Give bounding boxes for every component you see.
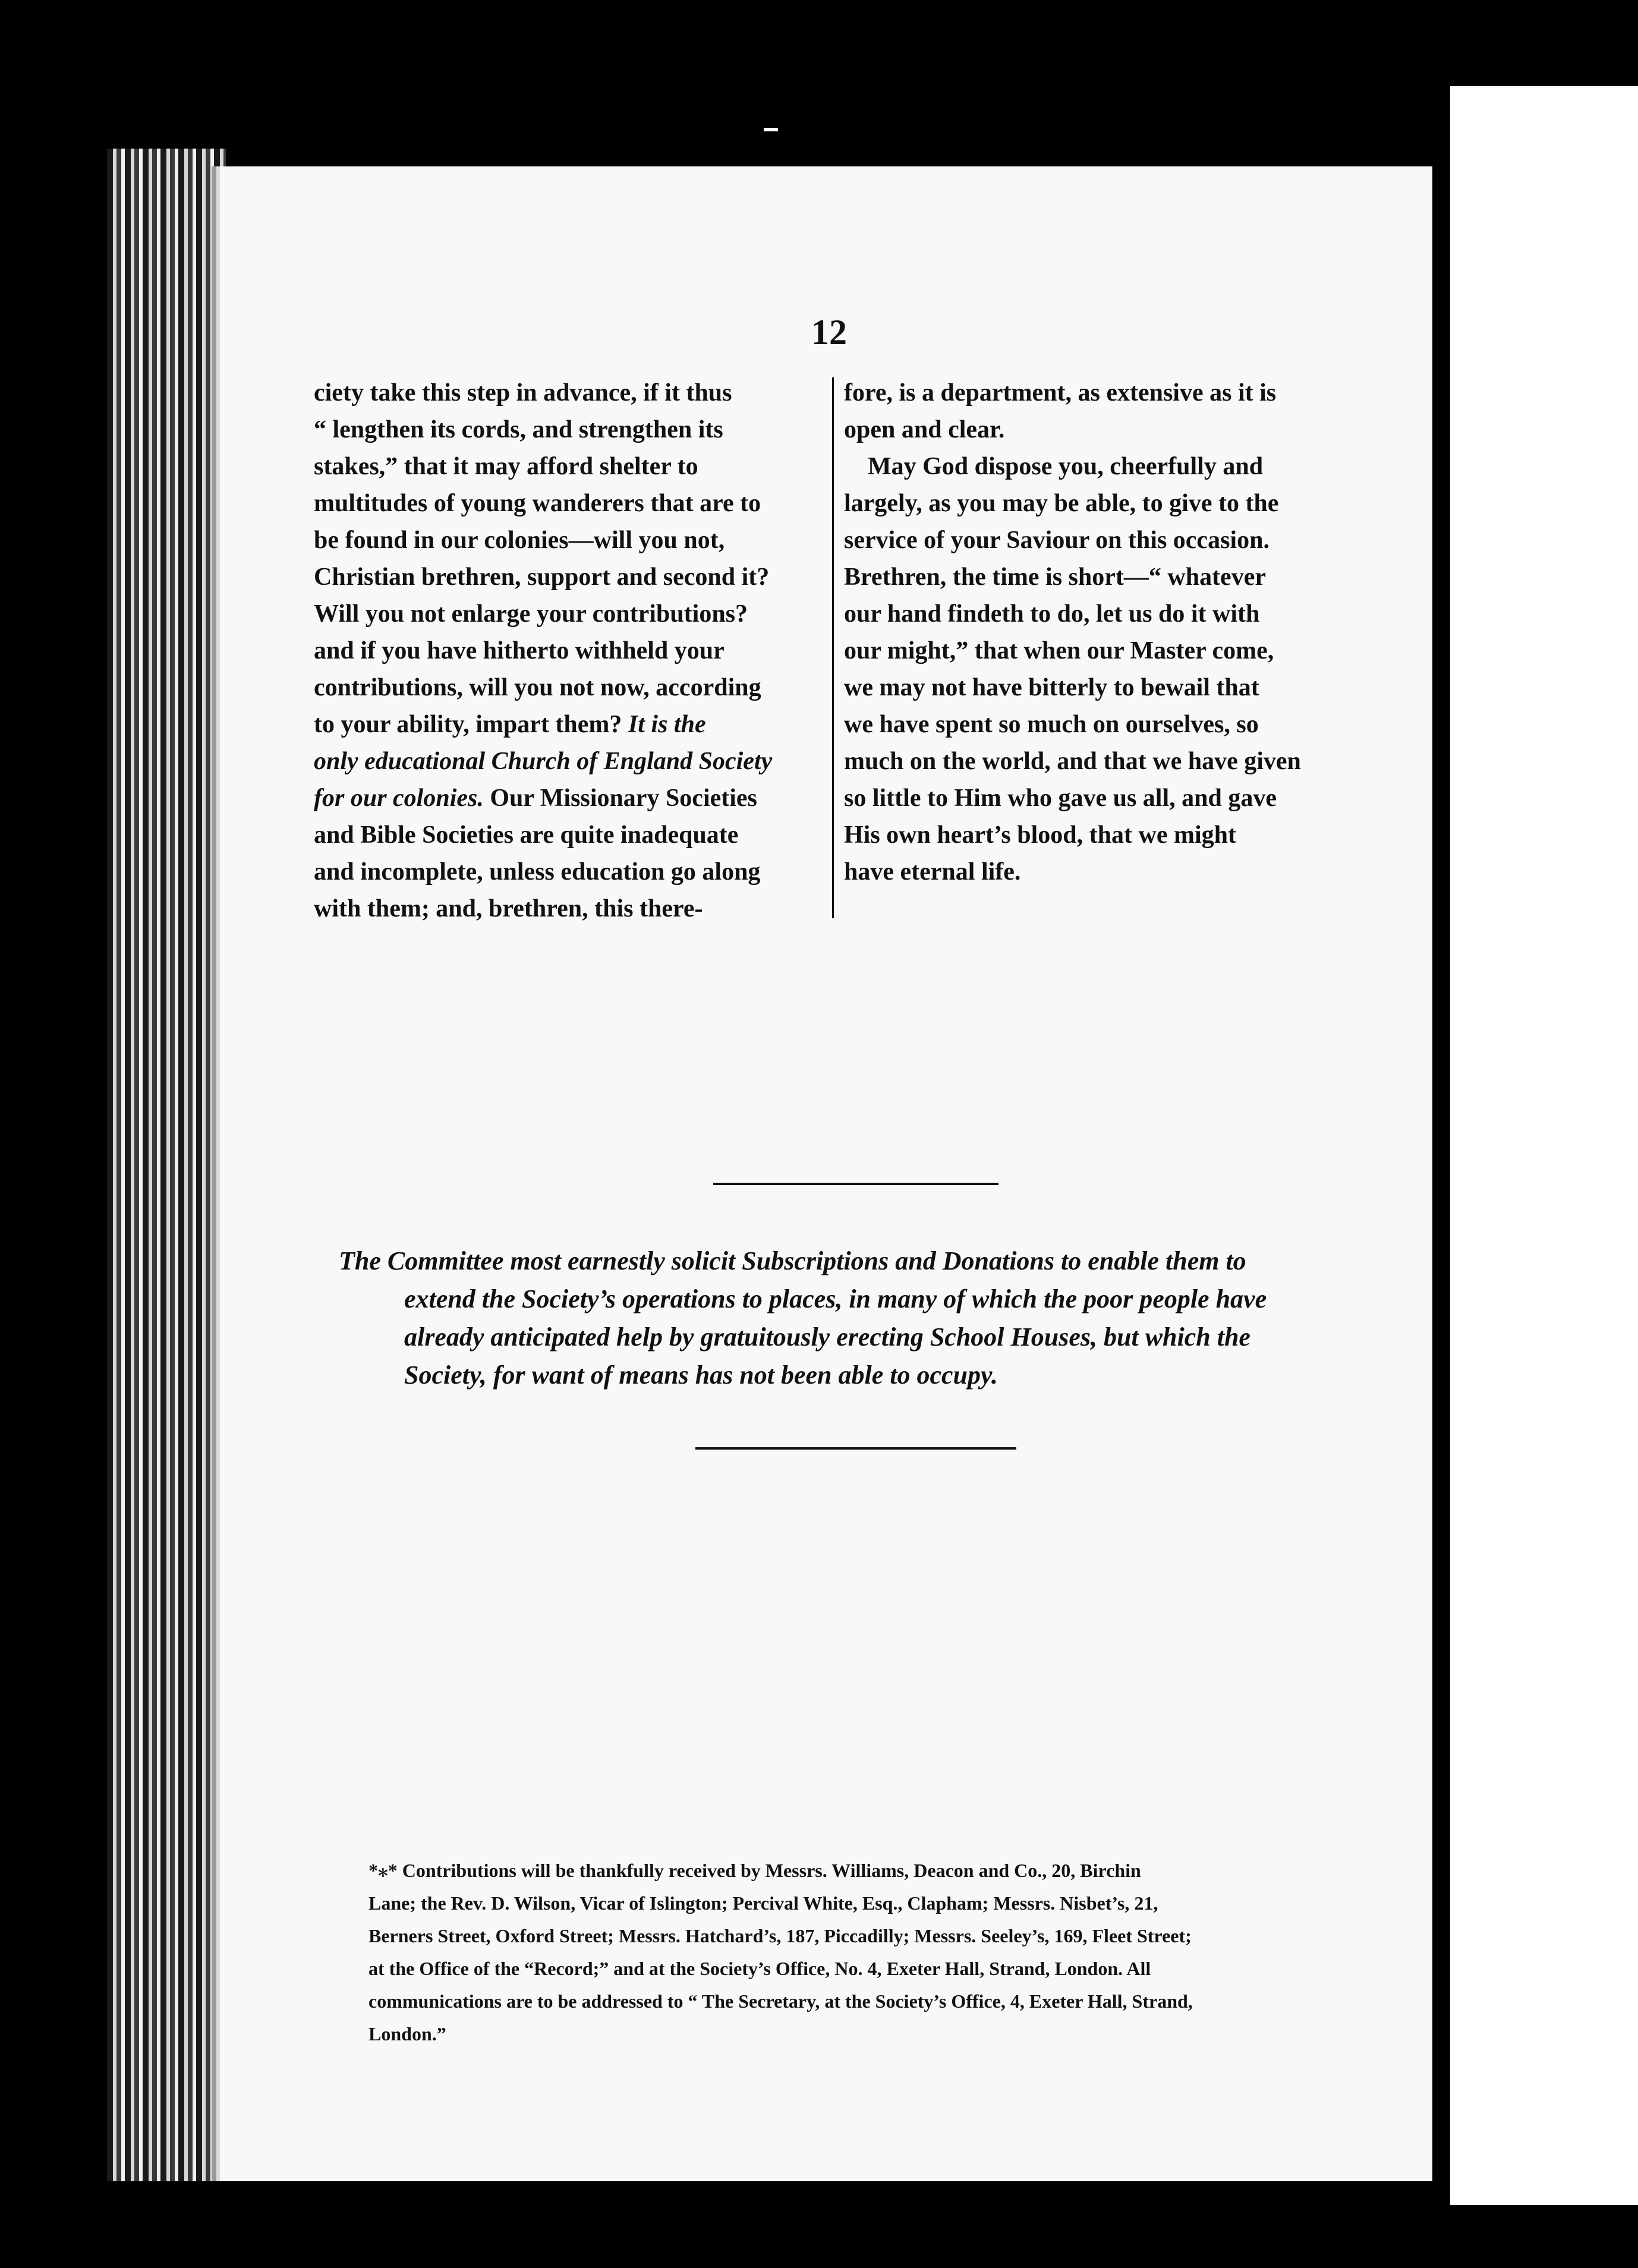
text-line: and if you have hitherto withheld your bbox=[314, 637, 724, 664]
text-line: and Bible Societies are quite inadequate bbox=[314, 821, 739, 849]
text-line: service of your Saviour on this occasion. bbox=[844, 527, 1270, 554]
page-number: 12 bbox=[811, 313, 847, 352]
text-line: Society, for want of means has not been able to occupy. bbox=[404, 1360, 998, 1390]
separator-rule bbox=[695, 1447, 1016, 1450]
text-line: His own heart’s blood, that we might bbox=[844, 821, 1236, 849]
text-line-italic: only educational Church of England Society bbox=[314, 748, 773, 775]
italic-segment: for our colonies. bbox=[314, 785, 484, 812]
text-line bbox=[314, 780, 825, 817]
text-line: open and clear. bbox=[844, 416, 1005, 443]
text-line: “ lengthen its cords, and strengthen its bbox=[314, 416, 723, 443]
scan-margin bbox=[1450, 86, 1638, 2205]
text-segment: to your ability, impart them? bbox=[314, 711, 622, 738]
scan-mark bbox=[764, 128, 778, 131]
text-line: May God dispose you, cheerfully and bbox=[868, 453, 1264, 480]
text-line: *⁎* Contributions will be thankfully received by Messrs. Williams, Deacon and Co., 20, Birchin bbox=[368, 1860, 1141, 1881]
text-line: our hand findeth to do, let us do it with bbox=[844, 600, 1260, 628]
text-line: multitudes of young wanderers that are to bbox=[314, 490, 761, 517]
text-line: communications are to be addressed to “ The Secretary, at the Society’s Office, 4, Exeter Hall, Strand, bbox=[368, 1990, 1193, 2012]
text-line bbox=[314, 706, 825, 743]
text-line: Berners Street, Oxford Street; Messrs. Hatchard’s, 187, Piccadilly; Messrs. Seeley’s, 169, Fleet Street; bbox=[368, 1925, 1192, 1946]
text-line: have eternal life. bbox=[844, 858, 1021, 886]
text-line: be found in our colonies—will you not, bbox=[314, 527, 725, 554]
appeal-paragraph bbox=[339, 1242, 1361, 1394]
italic-segment: It is the bbox=[628, 711, 706, 738]
text-line: Lane; the Rev. D. Wilson, Vicar of Islington; Percival White, Esq., Clapham; Messrs. Nisbet’s, 21, bbox=[368, 1892, 1158, 1914]
text-segment: Our Missionary Societies bbox=[490, 785, 757, 812]
text-line: we may not have bitterly to bewail that bbox=[844, 674, 1259, 701]
text-line: The Committee most earnestly solicit Subscriptions and Donations to enable them to bbox=[339, 1246, 1246, 1275]
text-line: Christian brethren, support and second it? bbox=[314, 563, 770, 591]
column-divider bbox=[832, 377, 834, 918]
text-line: so little to Him who gave us all, and gave bbox=[844, 785, 1277, 812]
text-line: Will you not enlarge your contributions? bbox=[314, 600, 748, 628]
text-line: at the Office of the “Record;” and at the Society’s Office, No. 4, Exeter Hall, Strand, London. All bbox=[368, 1958, 1151, 1979]
text-line: with them; and, brethren, this there- bbox=[314, 895, 703, 922]
text-line: ciety take this step in advance, if it thus bbox=[314, 379, 732, 407]
text-line: largely, as you may be able, to give to the bbox=[844, 490, 1279, 517]
left-column bbox=[314, 374, 825, 927]
text-line: much on the world, and that we have given bbox=[844, 748, 1301, 775]
right-column bbox=[844, 374, 1355, 890]
text-line: our might,” that when our Master come, bbox=[844, 637, 1274, 664]
text-line: extend the Society’s operations to places, in many of which the poor people have bbox=[404, 1284, 1267, 1313]
separator-rule bbox=[713, 1183, 998, 1185]
text-line: contributions, will you not now, according bbox=[314, 674, 761, 701]
footnote bbox=[368, 1854, 1379, 2050]
text-line: fore, is a department, as extensive as it is bbox=[844, 379, 1277, 407]
text-line: London.” bbox=[368, 2023, 446, 2045]
text-line: stakes,” that it may afford shelter to bbox=[314, 453, 698, 480]
text-line: already anticipated help by gratuitously erecting School Houses, but which the bbox=[404, 1322, 1250, 1352]
text-line: and incomplete, unless education go along bbox=[314, 858, 761, 886]
text-line: we have spent so much on ourselves, so bbox=[844, 711, 1259, 738]
text-line: Brethren, the time is short—“ whatever bbox=[844, 563, 1266, 591]
book-edge bbox=[107, 149, 226, 2181]
two-column-text bbox=[309, 374, 1343, 930]
